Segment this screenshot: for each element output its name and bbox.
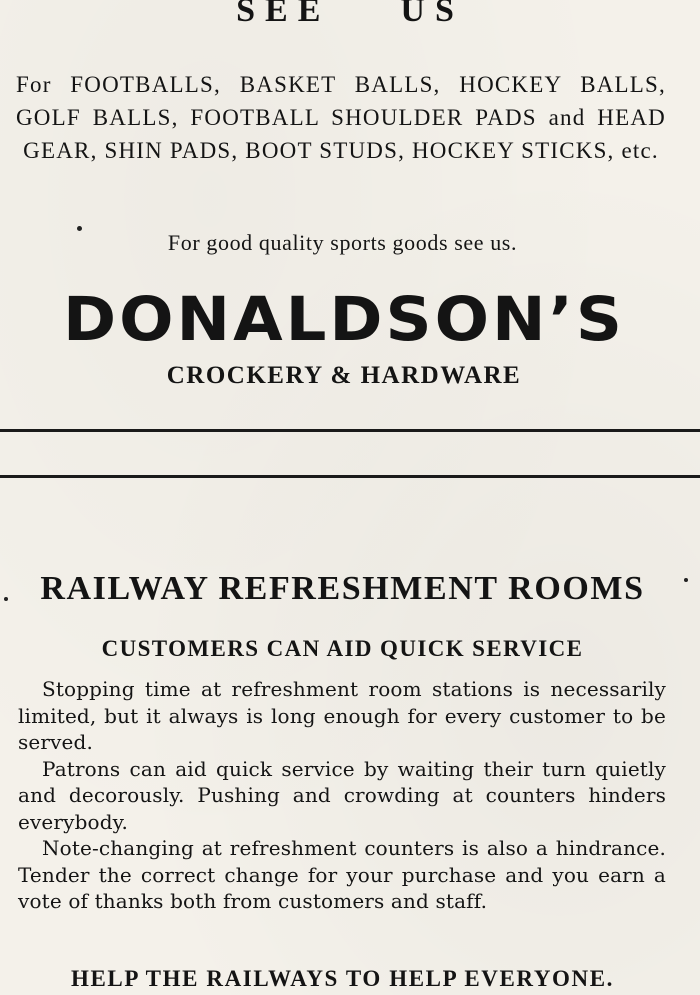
notice-paragraph: Note-changing at refreshment counters is also a hindrance. Tender the correct change for your purchase and you earn a vote of thanks both from customers and staff.: [18, 836, 666, 913]
donaldsons-advertisement: [0, 0, 700, 430]
ad-subbrand: CROCKERY & HARDWARE: [166, 362, 522, 389]
notice-paragraph: Patrons can aid quick service by waiting their turn quietly and decorously. Pushing and crowding at counters hinders everybody.: [18, 756, 666, 834]
ad-heading: [0, 0, 700, 30]
divider-rule-upper: [0, 429, 700, 432]
notice-paragraph: Stopping time at refreshment room stations is necessarily limited, but it always is long enough for every customer to be served.: [18, 677, 666, 754]
ad-heading-word-us: US: [400, 0, 464, 29]
notice-subtitle: CUSTOMERS CAN AID QUICK SERVICE: [101, 636, 584, 661]
ad-brand-name: DONALDSON’S: [63, 284, 625, 356]
divider-rule-lower: [0, 475, 700, 478]
notice-footer-slogan: HELP THE RAILWAYS TO HELP EVERYONE.: [70, 966, 615, 991]
ad-tagline: For good quality sports goods see us.: [167, 230, 518, 255]
ad-heading-word-see: SEE: [236, 0, 331, 29]
ad-products-list: For FOOTBALLS, BASKET BALLS, HOCKEY BALLS, GOLF BALLS, FOOTBALL SHOULDER PADS and HEAD GEAR, SHIN PADS, BOOT STUDS, HOCKEY STICKS, etc.: [16, 72, 666, 163]
notice-body: [18, 676, 666, 915]
notice-title: RAILWAY REFRESHMENT ROOMS: [40, 570, 645, 607]
print-speck: [77, 226, 82, 231]
